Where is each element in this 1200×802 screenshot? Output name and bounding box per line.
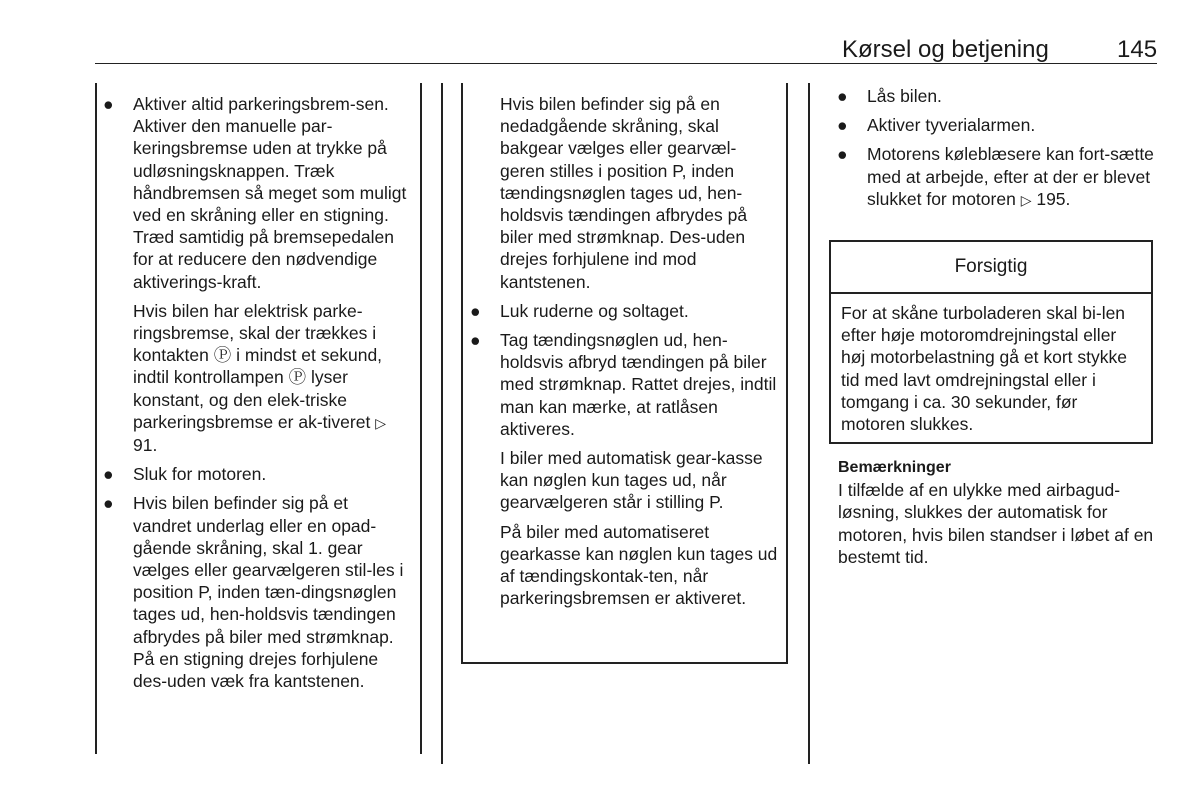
caution-box <box>829 240 1153 444</box>
list-item: ● Aktiver altid parkeringsbrem-sen. Aktiver den manuelle par-keringsbremse uden at trykke på udløsningsknappen. Træk håndbremsen så meget som muligt ved en skråning eller en stigning. Træd samtidig på bremsepedalen for at reducere den nødvendige aktiverings-kraft. <box>103 94 407 292</box>
caution-title: Forsigtig <box>831 242 1151 294</box>
bullet-icon: ● <box>837 144 848 165</box>
column-2 <box>464 93 778 616</box>
col-divider-1 <box>441 83 443 764</box>
bullet-icon: ● <box>103 464 114 485</box>
list-item: ● Hvis bilen befinder sig på et vandret underlag eller en opad-gående skråning, skal 1. gear vælges eller gearvælgeren stil-les i position P, inden tæn-dingsnøglen tages ud, hen-holdsvis tændingen afbrydes på biler med strømknap. På en stigning drejes forhjulene des-uden væk fra kantstenen. <box>103 493 404 692</box>
list-item: ● Lås bilen. <box>837 86 942 106</box>
parking-brake-icon: Ⓟ <box>288 367 307 388</box>
caution-text: For at skåne turboladeren skal bi-len efter høje motoromdrejningstal eller høj motorbelastning gå et kort stykke tid med lavt omdrejningstal eller i tomgang i ca. 30 sekunder, før motoren slukkes. <box>841 303 1127 435</box>
header-rule <box>95 63 1157 64</box>
bullet-icon: ● <box>470 300 481 321</box>
gear-position: P <box>709 492 719 513</box>
list-item: ● Tag tændingsnøglen ud, hen-holdsvis afbryd tændingen på biler med strømknap. Rattet drejes, indtil man kan mærke, at ratlåsen aktiveres. <box>470 330 777 439</box>
list-item: ● Motorens køleblæsere kan fort-sætte med at arbejde, efter at der er blevet slukket for motoren ▷ 195. <box>837 144 1154 209</box>
notes-text: I tilfælde af en ulykke med airbagud-løsning, slukkes der automatisk for motoren, hvis bilen standser i løbet af en bestemt tid. <box>838 480 1154 567</box>
bullet-icon: ● <box>103 493 114 514</box>
col2-left-rule <box>461 83 463 663</box>
page-number: 145 <box>1117 36 1158 63</box>
bullet-icon: ● <box>470 330 481 351</box>
bullet-icon: ● <box>103 94 114 114</box>
paragraph-automated: På biler med automatiseret gearkasse kan nøglen kun tages ud af tændingskontak-ten, når parkeringsbremsen er aktiveret. <box>500 521 778 609</box>
gear-position: P <box>672 160 682 181</box>
section-title: Kørsel og betjening <box>842 36 1049 63</box>
list-item: ● Sluk for motoren. <box>103 464 267 485</box>
list-item: ● Aktiver tyverialarmen. <box>837 115 1036 136</box>
parking-brake-icon: Ⓟ <box>213 345 232 366</box>
gear-position: P <box>198 582 208 603</box>
paragraph-automatic: I biler med automatisk gear-kasse kan nøglen kun tages ud, når gearvælgeren står i stilling P. <box>500 448 763 513</box>
notes <box>838 457 1160 568</box>
col-divider-2 <box>808 83 810 764</box>
bullet-icon: ● <box>837 86 848 106</box>
notes-title: Bemærkninger <box>838 459 951 476</box>
column-3 <box>831 85 1157 218</box>
bullet-icon: ● <box>837 115 848 136</box>
col2-right-rule <box>786 83 788 663</box>
paragraph-electric-brake: Hvis bilen har elektrisk parke-ringsbremse, skal der trækkes i kontakten Ⓟ i mindst et sekund, indtil kontrollampen Ⓟ lyser konstant, og den elek-triske parkeringsbremse er ak-tiveret ▷ 91. <box>133 300 386 456</box>
paragraph-downhill: Hvis bilen befinder sig på en nedadgående skråning, skal bakgear vælges eller gearvæl-geren stilles i position P, inden tændingsnøglen tages ud, hen-holdsvis tændingen afbrydes på biler med strømknap. Des-uden drejes forhjulene ind mod kantstenen. <box>500 94 748 292</box>
page-ref-icon: ▷ <box>375 414 386 431</box>
page-ref: 195. <box>1036 188 1071 209</box>
col2-bottom-rule <box>461 662 788 664</box>
page-ref-icon: ▷ <box>1020 191 1032 208</box>
col1-right-rule <box>420 83 422 754</box>
list-item: ● Luk ruderne og soltaget. <box>470 300 689 321</box>
page-ref: 91. <box>133 435 158 456</box>
column-1 <box>97 93 411 699</box>
